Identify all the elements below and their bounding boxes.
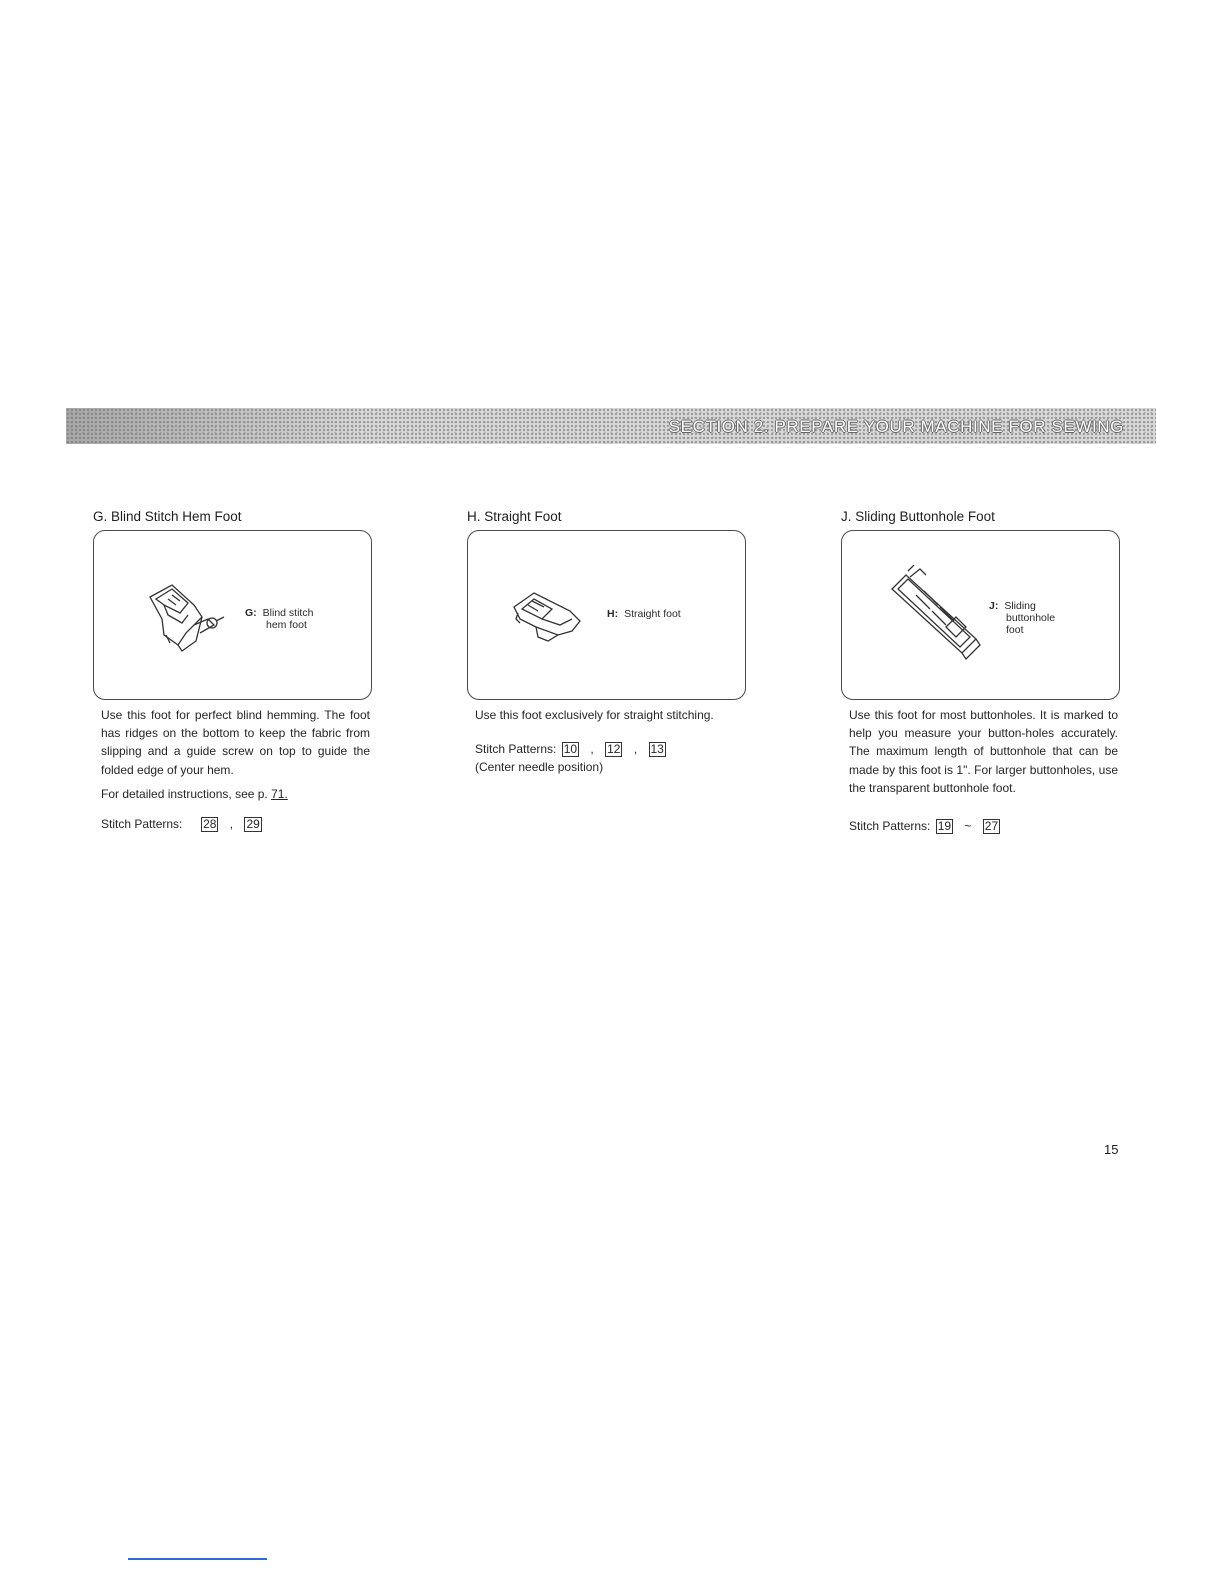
foot-label-line: Straight foot (624, 608, 681, 620)
pattern-number-box: 12 (607, 742, 621, 757)
section-title: SECTION 2. PREPARE YOUR MACHINE FOR SEWING (668, 417, 1124, 436)
foot-illustration-frame (93, 530, 372, 700)
straight-foot-icon (508, 587, 588, 647)
foot-label-letter: H: (607, 608, 619, 620)
stitch-patterns (467, 740, 752, 758)
foot-label (607, 608, 681, 620)
pattern-number-box: 29 (246, 816, 260, 831)
foot-heading: J. Sliding Buttonhole Foot (841, 509, 995, 524)
pattern-separator: ~ (964, 819, 972, 834)
stitch-patterns (841, 817, 1126, 835)
pattern-separator: , (229, 816, 234, 831)
pattern-separator: , (633, 742, 638, 757)
foot-label-letter: J: (989, 600, 999, 612)
foot-label (245, 607, 313, 631)
sliding-buttonhole-foot-icon (886, 565, 986, 665)
foot-label-line: foot (1006, 624, 1024, 636)
blind-stitch-foot-icon (142, 575, 232, 655)
foot-label (989, 600, 1055, 636)
pattern-separator: , (590, 742, 594, 757)
foot-heading: G. Blind Stitch Hem Foot (93, 509, 242, 524)
foot-section-g (93, 509, 378, 833)
stitch-patterns-label: Stitch Patterns: (101, 816, 183, 831)
page-number: 15 (1104, 1142, 1119, 1157)
foot-label-line: Sliding (1004, 600, 1036, 612)
detail-page-link[interactable]: 71. (271, 786, 288, 801)
foot-section-j (841, 509, 1126, 835)
detail-reference (93, 785, 378, 803)
foot-illustration-frame (841, 530, 1120, 700)
foot-section-h (467, 509, 752, 776)
foot-description: Use this foot for perfect blind hemming. The foot has ridges on the bottom to keep the fabric from slipping and a guide screw on top to guide the folded edge of your hem. (101, 708, 370, 777)
pattern-number-box: 10 (563, 742, 578, 757)
footer-rule (128, 1558, 267, 1560)
detail-reference-text: For detailed instructions, see p. (101, 786, 268, 801)
foot-label-letter: G: (245, 607, 257, 619)
foot-illustration-frame (467, 530, 746, 700)
foot-label-line: Blind stitch (262, 607, 314, 619)
foot-description: Use this foot for most buttonholes. It is marked to help you measure your button-holes accurately. The maximum length of buttonhole that can be made by this foot is 1". For larger buttonholes, use the transparent buttonhole foot. (849, 708, 1118, 795)
stitch-patterns (93, 815, 378, 833)
pattern-number-box: 28 (203, 816, 217, 831)
pattern-number-box: 13 (650, 742, 664, 757)
pattern-note: (Center needle position) (475, 760, 604, 775)
section-banner (66, 408, 1156, 444)
stitch-patterns-label: Stitch Patterns: (475, 742, 557, 757)
foot-description: Use this foot exclusively for straight stitching. (475, 708, 714, 722)
stitch-patterns-label: Stitch Patterns: (849, 819, 931, 834)
foot-label-line: buttonhole (1006, 612, 1056, 624)
pattern-number-box: 27 (984, 819, 999, 834)
pattern-number-box: 19 (937, 819, 952, 834)
foot-label-line: hem foot (266, 619, 307, 631)
foot-heading: H. Straight Foot (467, 509, 562, 524)
